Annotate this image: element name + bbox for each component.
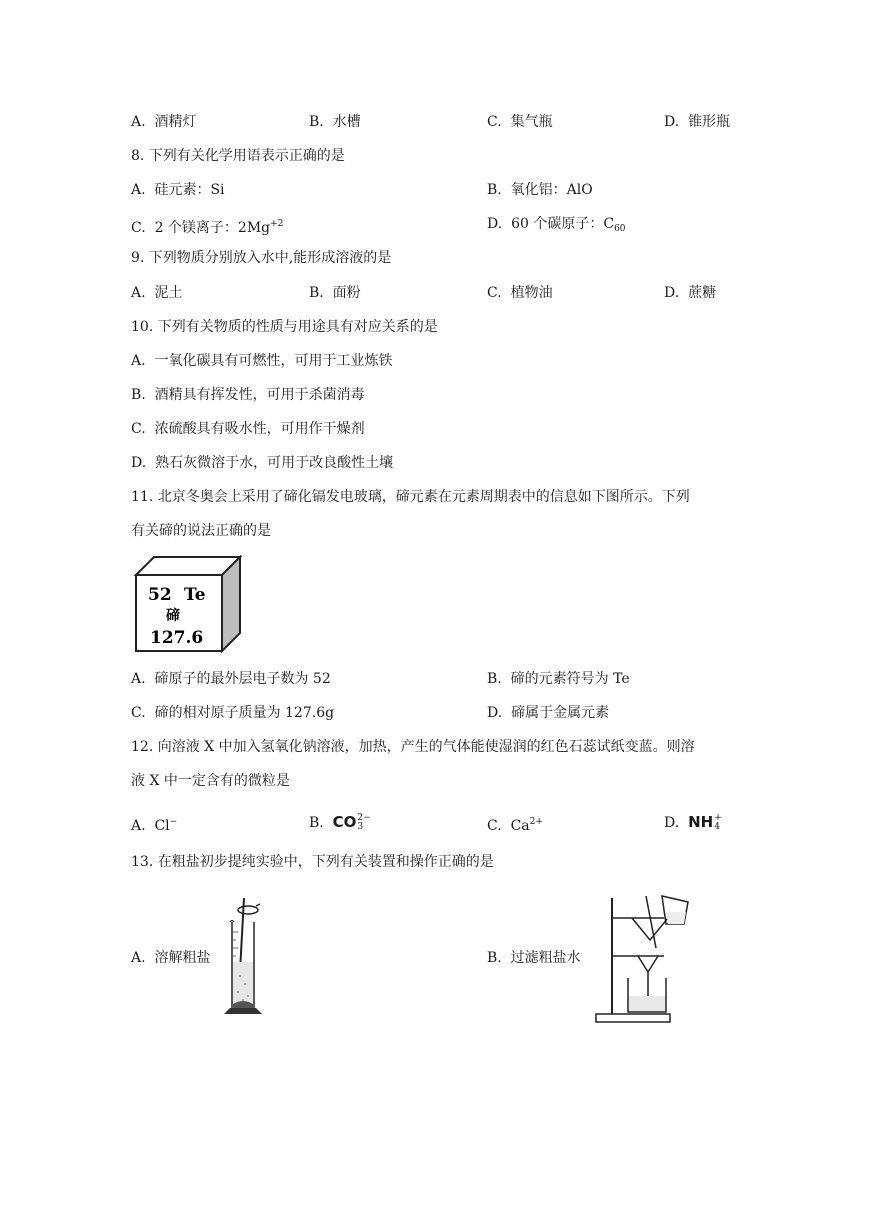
q7-option-c: C. 集气瓶 [487,114,553,130]
q8-option-c: C. 2 个镁离子：$2Mg^{+2}$ [131,219,284,236]
q12-option-c: C. $Ca^{2+}$ [487,817,543,834]
q11-option-c: C. 碲的相对原子质量为 127.6g [131,705,335,721]
q9-option-b: B. 面粉 [309,285,361,301]
q8-option-d: D. 60 个碳原子：$C_{60}$ [487,216,626,234]
q9-option-a: A. 泥土 [131,285,183,301]
q12-option-b: B. CO 2− 3 [309,813,371,832]
q11-stem-line1: 11. 北京冬奥会上采用了碲化镉发电玻璃，碲元素在元素周期表中的信息如下图所示。下列 [131,489,690,505]
q7-option-d: D. 锥形瓶 [664,114,731,130]
element-mass: 127.6 [150,628,204,648]
q10-stem: 10. 下列有关物质的性质与用途具有对应关系的是 [131,319,438,335]
q12-option-d: D. NH + 4 [664,813,722,832]
q10-option-a: A. 一氧化碳具有可燃性，可用于工业炼铁 [131,353,393,369]
graduated-cylinder-illustration [218,896,268,1022]
q10-option-b: B. 酒精具有挥发性，可用于杀菌消毒 [131,387,365,403]
q10-option-d: D. 熟石灰微溶于水，可用于改良酸性土壤 [131,455,394,471]
q11-option-b: B. 碲的元素符号为 Te [487,671,630,687]
q13-option-b: B. 过滤粗盐水 [487,950,581,966]
q8-option-b: B. 氧化铝：AlO [487,182,593,198]
element-symbol: Te [184,585,206,605]
q7-option-a: A. 酒精灯 [131,114,197,130]
q11-option-d: D. 碲属于金属元素 [487,705,610,721]
q8-option-a: A. 硅元素：Si [131,182,225,198]
q13-stem: 13. 在粗盐初步提纯实验中，下列有关装置和操作正确的是 [131,854,494,870]
q12-stem-line1: 12. 向溶液 X 中加入氢氧化钠溶液，加热，产生的气体能使湿润的红色石蕊试纸变蓝。则溶 [131,739,695,755]
q9-option-d: D. 蔗糖 [664,285,717,301]
q7-option-b: B. 水槽 [309,114,361,130]
q12-option-a: A. Cl− [131,817,178,834]
q12-stem-line2: 液 X 中一定含有的微粒是 [131,773,290,789]
q9-stem: 9. 下列物质分别放入水中,能形成溶液的是 [131,250,392,266]
q8-stem: 8. 下列有关化学用语表示正确的是 [131,148,345,164]
q9-option-c: C. 植物油 [487,285,553,301]
q11-stem-line2: 有关碲的说法正确的是 [131,523,271,539]
q13-option-a: A. 溶解粗盐 [131,950,211,966]
q11-option-a: A. 碲原子的最外层电子数为 52 [131,671,331,687]
element-number: 52 [148,585,172,605]
element-tile-tellurium [134,555,244,655]
filtration-setup-illustration [592,892,702,1026]
element-name: 碲 [166,608,180,624]
q10-option-c: C. 浓硫酸具有吸水性，可用作干燥剂 [131,421,365,437]
